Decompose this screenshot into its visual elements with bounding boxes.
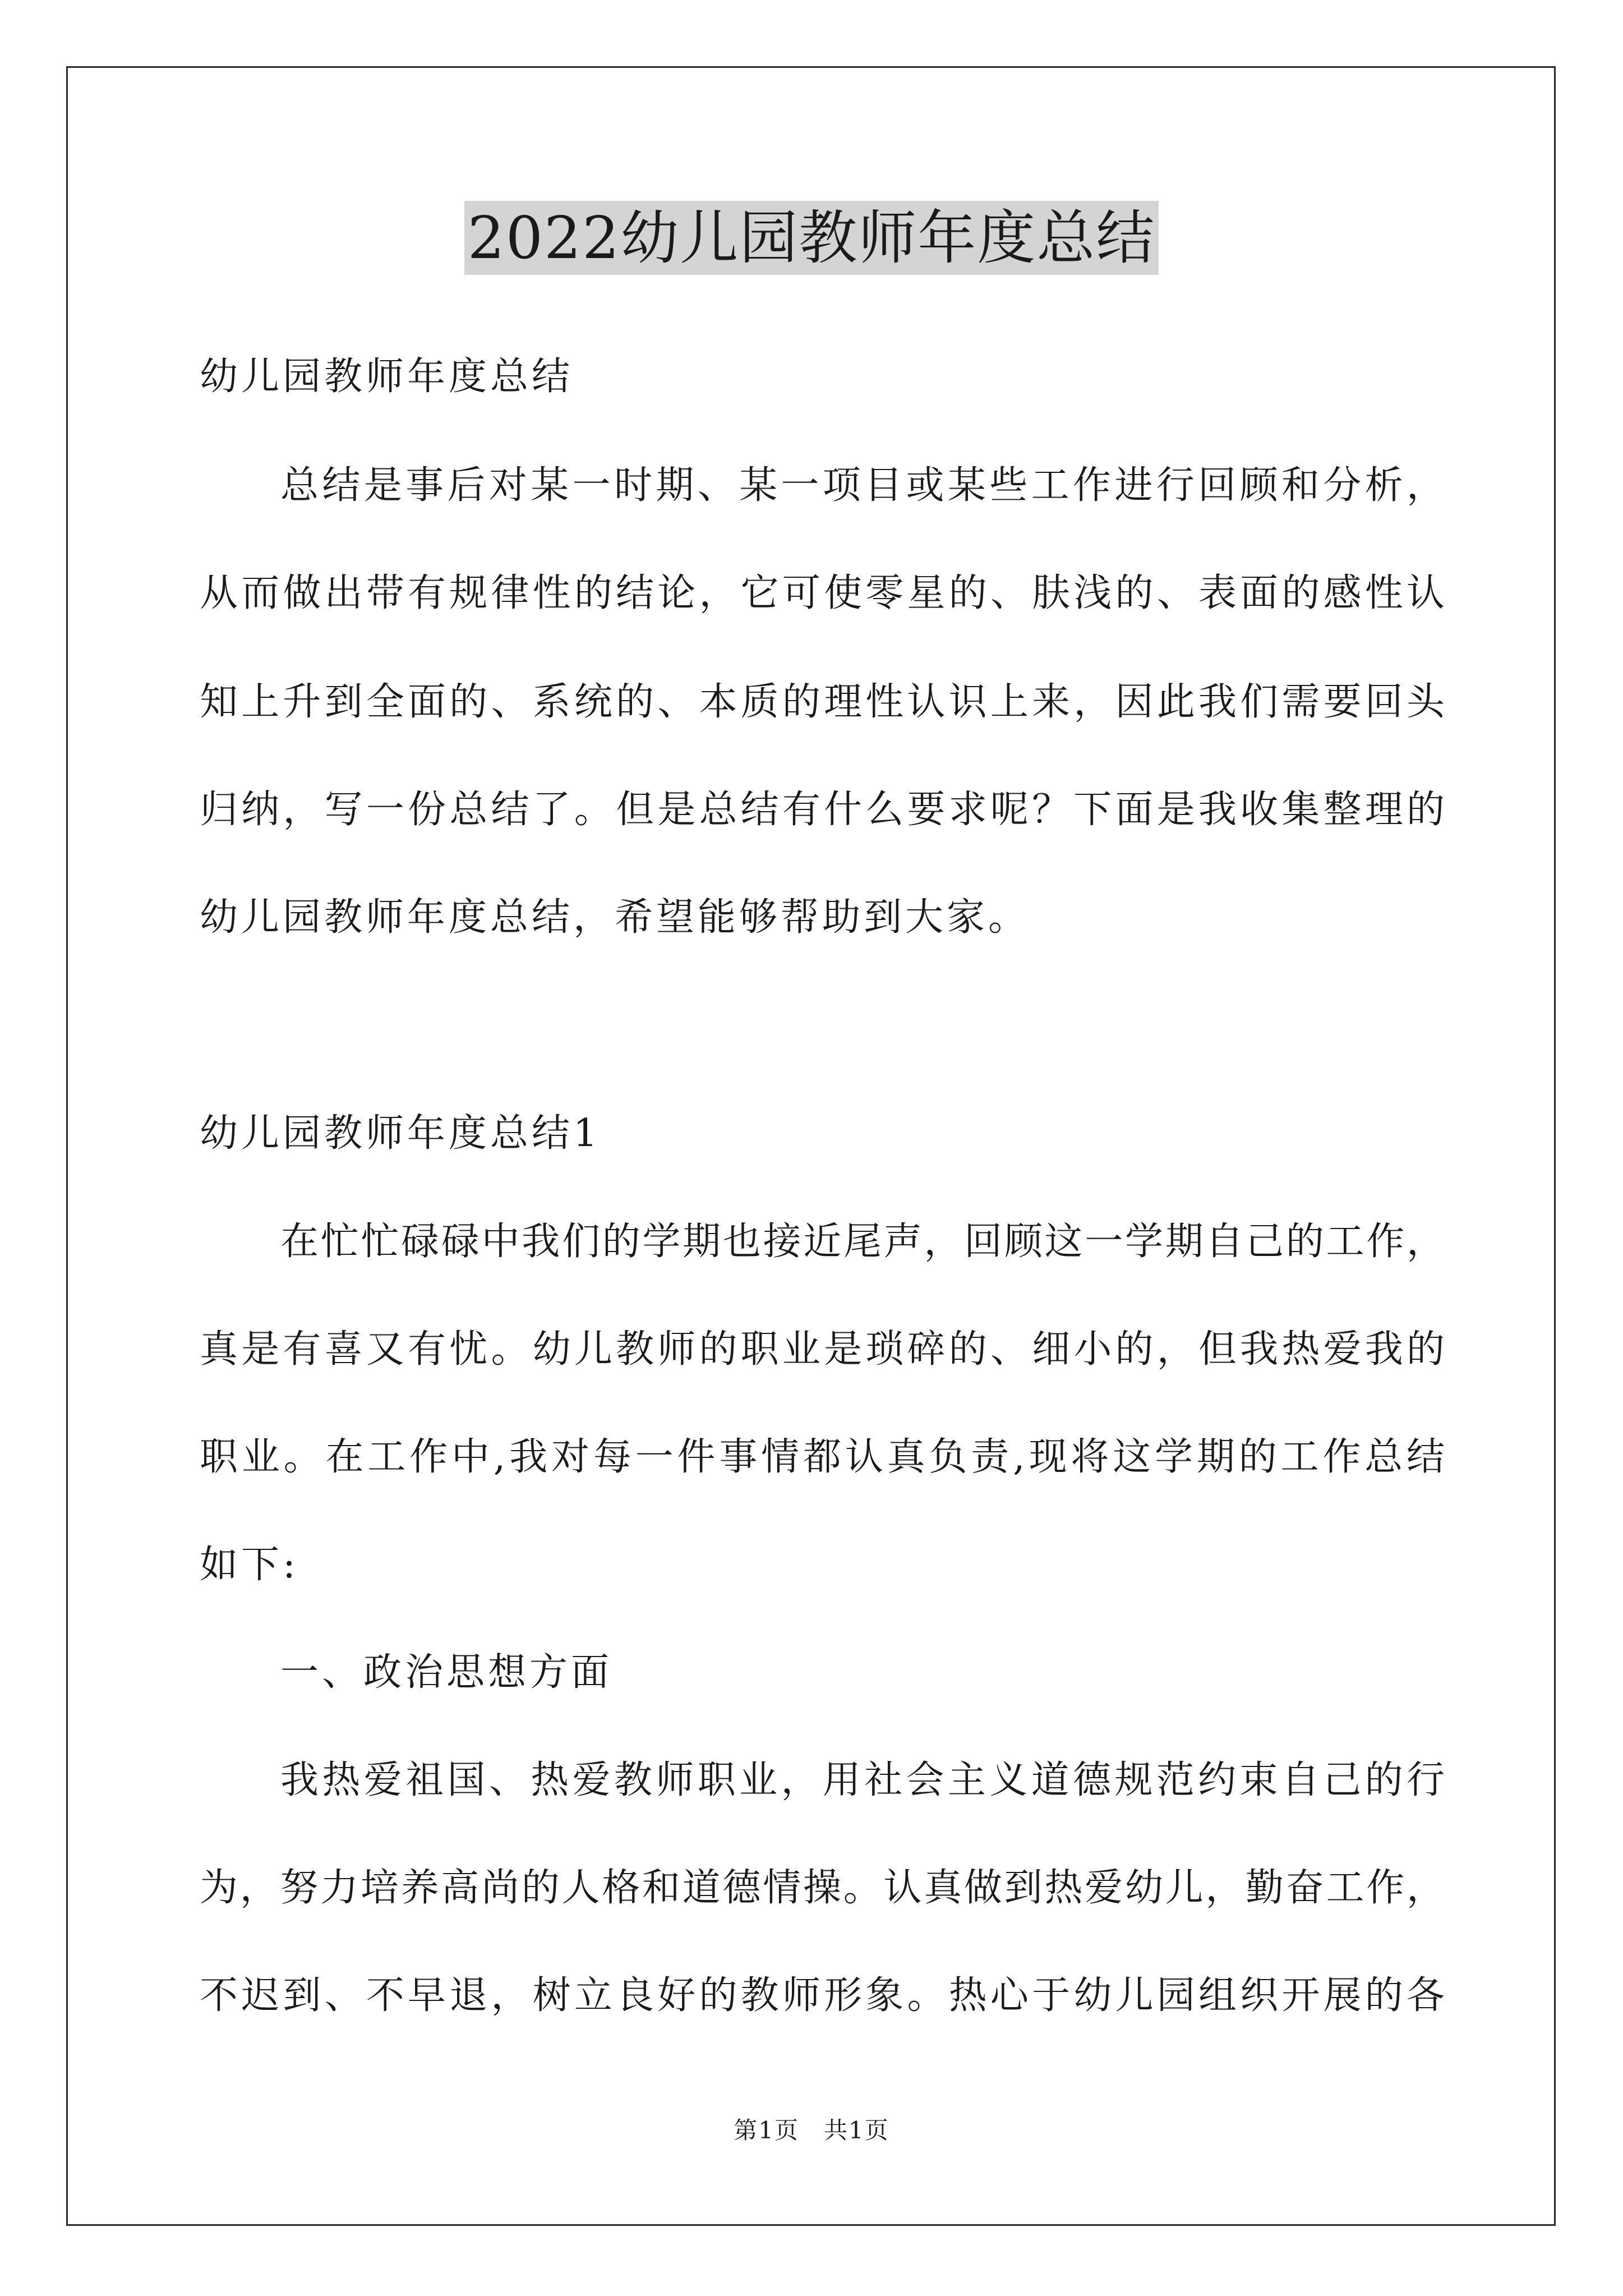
page-footer: 第1页 共1页: [734, 2116, 889, 2144]
para2-line-1: 我热爱祖国、热爱教师职业，用社会主义道德规范约束自己的行: [280, 1758, 1445, 1802]
section1-line-1: 在忙忙碌碌中我们的学期也接近尾声，回顾这一学期自己的工作，: [280, 1220, 1445, 1264]
para2-line-3: 不迟到、不早退，树立良好的教师形象。热心于幼儿园组织开展的各: [200, 1973, 1445, 2018]
section1-heading: 幼儿园教师年度总结1: [200, 1111, 601, 1156]
intro-line-2: 从而做出带有规律性的结论，它可使零星的、肤浅的、表面的感性认: [200, 571, 1445, 615]
para2-line-2: 为，努力培养高尚的人格和道德情操。认真做到热爱幼儿，勤奋工作，: [200, 1866, 1445, 1910]
section1-line-3: 职业。在工作中,我对每一件事情都认真负责,现将这学期的工作总结: [200, 1435, 1445, 1479]
document-heading: 幼儿园教师年度总结: [200, 355, 574, 399]
intro-line-1: 总结是事后对某一时期、某一项目或某些工作进行回顾和分析，: [280, 463, 1445, 508]
title-container: [0, 201, 1623, 275]
intro-line-5: 幼儿园教师年度总结，希望能够帮助到大家。: [200, 895, 1030, 940]
intro-line-3: 知上升到全面的、系统的、本质的理性认识上来，因此我们需要回头: [200, 680, 1445, 724]
document-title: 2022幼儿园教师年度总结: [464, 201, 1159, 275]
subheading-politics: 一、政治思想方面: [280, 1650, 613, 1695]
intro-line-4: 归纳，写一份总结了。但是总结有什么要求呢？下面是我收集整理的: [200, 788, 1445, 832]
section1-line-4: 如下:: [200, 1543, 299, 1587]
section1-line-2: 真是有喜又有忧。幼儿教师的职业是琐碎的、细小的，但我热爱我的: [200, 1327, 1445, 1372]
